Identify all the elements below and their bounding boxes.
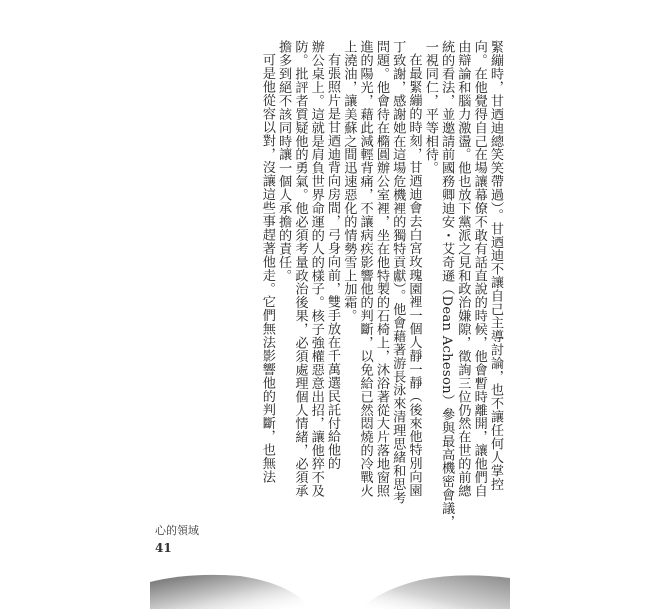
- running-footer-title: 心的領域: [155, 524, 199, 537]
- text-column: 防。批評者質疑他的勇氣。他必須考量政治後果，必須處理個人情緒，必須承: [292, 40, 308, 498]
- text-column: 上澆油，讓美蘇之間迅速惡化的情勢雪上加霜。: [341, 40, 357, 323]
- text-column: 一視同仁，平等相待。: [422, 40, 438, 175]
- decorative-image-strip: [150, 568, 510, 609]
- page-number: 41: [155, 541, 172, 555]
- text-column: 進的陽光，藉此減輕背痛，不讓病疾影響他的判斷，以免給已然悶燒的冷戰火: [357, 40, 373, 498]
- text-column: 可是他從容以對，沒讓這些事趕著他走。它們無法影響他的判斷，也無法: [259, 53, 275, 484]
- text-column: 統的看法，並邀請前國務卿迪安・艾奇遜（Dean Acheson）參與最高機密會議，: [439, 40, 455, 529]
- text-column: 丁致謝，感謝她在這場危機裡的獨特貢獻）。他會藉著游長泳來清理思緒和思考: [390, 40, 406, 505]
- text-column: 緊繃時，甘迺迪總笑笑帶過）。甘迺迪不讓自己主導討論，也不讓任何人掌控: [488, 40, 503, 491]
- text-column: 辦公桌上。這就是肩負世界命運的人的樣子。核子強權惡意出招，讓他猝不及: [308, 40, 324, 498]
- text-column: 向。在他覺得自己在場讓幕僚不敢有話直說的時候，他會暫時離開，讓他們自: [471, 40, 487, 498]
- vertical-text-block: [155, 40, 503, 529]
- text-column: 擔多到絕不該同時讓一個人承擔的責任。: [276, 40, 292, 283]
- text-column: 在最緊繃的時刻，甘迺迪會去白宮玫瑰園裡一個人靜一靜（後來他特別向園: [406, 53, 422, 498]
- text-column: 問題。他會待在橢圓辦公室裡，坐在他特製的石椅上，沐浴著從大片落地窗照: [373, 40, 389, 498]
- text-column: 由辯論和腦力激盪。他也放下黨派之見和政治嫌隙，徵詢三位仍然在世的前總: [455, 40, 471, 498]
- decorative-gradient-icon: [150, 568, 510, 609]
- text-column: 有張照片是甘迺迪背向房間，弓身向前，雙手放在千萬選民託付給他的: [325, 53, 341, 471]
